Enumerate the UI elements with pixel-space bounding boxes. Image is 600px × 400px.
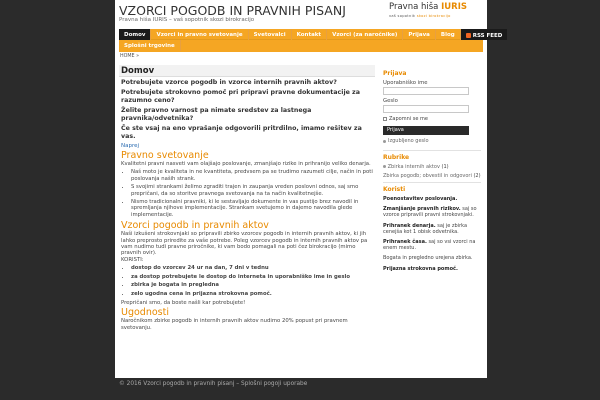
koristi-item — [383, 239, 481, 251]
nav-item-vzorci-narocniki[interactable]: Vzorci (za naročnike) — [327, 29, 403, 40]
site-title[interactable]: VZORCI POGODB IN PRAVNIH PISANJ — [119, 3, 346, 18]
header — [115, 0, 487, 28]
heading-vzorci: Vzorci pogodb in pravnih aktov — [121, 220, 269, 232]
koristi-item — [383, 223, 481, 235]
koristi-bold: Prijazna strokovna pomoč. — [383, 265, 458, 272]
logo-sub-prefix: vaš sopotnik — [389, 14, 416, 18]
nav-row-1 — [119, 29, 503, 40]
koristi-bold: Prihranek časa. — [383, 239, 427, 246]
ugodnosti-paragraph: Naročnikom zbirke pogodb in internih pravnih aktov nudimo 20% popust pri pravnem svetovanju. — [121, 318, 348, 331]
rubrika-item[interactable] — [383, 173, 481, 179]
list-item: • Naš moto je kvaliteta in ne kvantiteta, predvsem pa se trudimo razumeti cilje, način in poti poslovanja naših strank. — [131, 169, 375, 182]
question-1: Potrebujete vzorce pogodb in vzorce internih pravnih aktov? — [121, 79, 337, 86]
nav-item-blog[interactable]: Blog — [436, 29, 461, 40]
remember-me[interactable] — [383, 116, 481, 122]
list-item: • Nismo tradicionalni pravniki, ki le sestavljajo dokumente in vas pustijo brez navodil in spremljanja njihove implementacije. Strankam svetujemo in dajemo navodila glede implementacije. — [131, 199, 375, 218]
nav-item-trgovine[interactable]: Splošni trgovine — [119, 40, 181, 51]
rubrika-count: (2) — [473, 173, 481, 179]
koristi-text: saj so vzorce pripravili pravni strokovnjaki. — [383, 206, 477, 219]
footer: © 2016 Vzorci pogodb in pravnih pisanj – Splošni pogoji uporabe — [115, 378, 487, 400]
nav-item-svetovalci[interactable]: Svetovalci — [249, 29, 292, 40]
koristi-bold: Poenostavitev poslovanja. — [383, 196, 458, 202]
koristi-heading: Koristi — [383, 186, 406, 193]
rss-label: RSS FEED — [472, 32, 503, 39]
koristi-item — [383, 196, 481, 202]
page — [115, 0, 503, 378]
koristi-bold: Prihranek denarja. — [383, 222, 436, 229]
login-heading: Prijava — [383, 70, 407, 77]
username-label: Uporabniško ime — [383, 80, 428, 86]
logo-accent: IURIS — [441, 2, 468, 12]
logo[interactable] — [389, 2, 485, 26]
bullet-icon — [383, 140, 386, 143]
divider — [383, 150, 481, 151]
rubrika-item[interactable] — [383, 164, 481, 170]
rss-icon — [466, 33, 471, 38]
breadcrumb[interactable]: HOME » — [120, 54, 140, 59]
koristi-item — [383, 206, 481, 218]
koristi-text: saj je zbirka cenejša kot 1 obisk odvetnika. — [383, 222, 468, 235]
content — [119, 65, 375, 331]
sidebar — [383, 70, 481, 276]
page-title: Domov — [121, 66, 155, 76]
page-title-bar — [119, 65, 375, 77]
login-button[interactable]: Prijava — [383, 126, 469, 135]
password-label: Geslo — [383, 98, 398, 104]
rubrike-list — [383, 164, 481, 179]
forgot-password-label: Izgubljeno geslo — [388, 138, 429, 144]
rubrike-heading: Rubrike — [383, 154, 410, 161]
pravno-list — [119, 169, 375, 218]
main-nav — [119, 29, 503, 52]
intro — [119, 77, 375, 141]
list-item: • zelo ugodna cena in prijazna strokovna pomoč. — [131, 291, 375, 297]
site-tagline: Pravna hiša IURIS – vaš sopotnik skozi birokracijo — [119, 17, 255, 23]
preprican-paragraph: Prepričani smo, da boste našli kar potrebujete! — [121, 299, 246, 306]
logo-main: Pravna hiša — [389, 2, 439, 12]
read-more-link[interactable]: Naprej — [121, 143, 140, 149]
nav-item-domov[interactable]: Domov — [119, 29, 151, 40]
remember-checkbox[interactable] — [383, 117, 387, 121]
remember-label: Zapomni se me — [389, 116, 428, 122]
koristi-bold: Zmanjšanje pravnih rizikov. — [383, 206, 461, 213]
logo-sub-accent: skozi birokracijo — [416, 14, 451, 18]
forgot-password-link[interactable] — [383, 138, 481, 144]
heading-pravno-svetovanje: Pravno svetovanje — [121, 150, 209, 161]
rss-feed-button[interactable] — [461, 29, 508, 40]
koristi-label: KORISTI: — [121, 256, 144, 263]
password-input[interactable] — [383, 105, 469, 113]
nav-item-prijava[interactable]: Prijava — [403, 29, 436, 40]
logo-text — [389, 2, 485, 12]
list-item: • zbirka je bogata in pregledna — [131, 282, 375, 288]
list-item: • dostop do vzorcev 24 ur na dan, 7 dni v tednu — [131, 265, 375, 271]
logo-sub — [389, 14, 485, 18]
divider — [383, 182, 481, 183]
koristi-item — [383, 255, 481, 261]
vzorci-list — [119, 265, 375, 297]
nav-item-kontakt[interactable]: Kontakt — [292, 29, 328, 40]
bullet-icon — [383, 165, 386, 168]
rubrika-name: Zbirka internih aktov — [387, 164, 440, 170]
koristi-text: saj so vsi vzorci na enem mestu. — [383, 239, 476, 252]
heading-ugodnosti: Ugodnosti — [121, 307, 169, 319]
koristi-text: Bogata in pregledno urejena zbirka. — [383, 255, 473, 262]
question-3: Želite pravno varnost pa nimate sredstev za lastnega pravnika/odvetnika? — [121, 107, 312, 122]
koristi-item — [383, 266, 481, 272]
pravno-paragraph: Kvalitetni pravni nasveti vam olajšajo poslovanje, zmanjšajo rizike in prihranijo veliko denarja. — [121, 161, 371, 167]
question-2: Potrebujete strokovno pomoč pri pripravi pravne dokumentacije za razumno ceno? — [121, 89, 360, 104]
nav-item-vzorci-svetovanje[interactable]: Vzorci in pravno svetovanje — [151, 29, 248, 40]
vzorci-paragraph: Naši izkušeni strokovnjaki so pripravili zbirko vzorcev pogodb in internih pravnih aktov, ki jih lahko preprosto priredite za vaše potrebe. Poleg vzorcev pogodb in internih pravnih aktov pa vam nudimo tudi pravne priročnike, ki vam bodo pomagali na poti čez birokracijo (mimo pravnih ovir). — [121, 231, 368, 257]
rubrika-name: Zbirka pogodb; obvestil in odgovori — [383, 173, 472, 179]
rubrika-count: (1) — [441, 164, 449, 170]
list-item: • S svojimi strankami želimo zgraditi trajen in zaupanja vreden poslovni odnos, saj smo prepričani, da so storitve pravnega svetovanja na ta način kvalitetnejše. — [131, 184, 375, 197]
nav-row-2 — [119, 40, 483, 51]
list-item: • za dostop potrebujete le dostop do interneta in uporabniško ime in geslo — [131, 274, 375, 280]
username-input[interactable] — [383, 87, 469, 95]
question-4: Če ste vsaj na eno vprašanje odgovorili pritrdilno, imamo rešitev za vas. — [121, 125, 362, 140]
